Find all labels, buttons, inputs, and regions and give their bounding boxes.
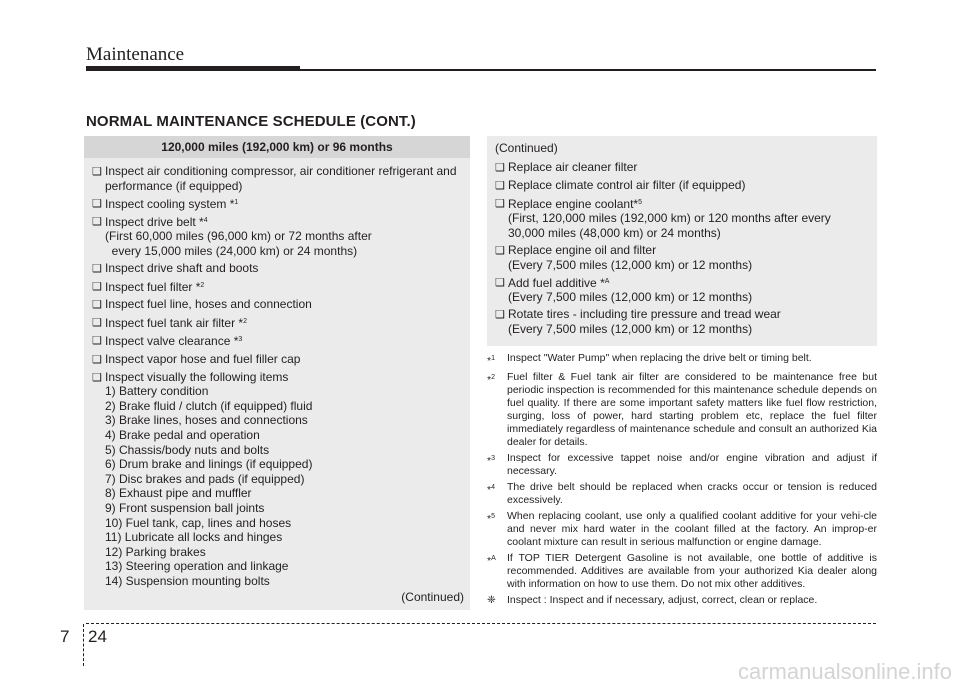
item-text: Inspect drive shaft and boots	[105, 261, 259, 276]
checkbox-icon: ❑	[92, 215, 102, 228]
footer-rule	[86, 623, 876, 624]
footnote-ref: 5	[491, 513, 495, 520]
checkbox-icon: ❑	[495, 161, 505, 174]
item-subtext: performance (if equipped)	[105, 178, 243, 193]
visual-subitem: 6) Drum brake and linings (if equipped)	[105, 457, 313, 472]
footnote-mark: *	[487, 374, 492, 386]
footnote-ref: A	[604, 277, 610, 285]
list-item	[92, 214, 462, 259]
footnote-mark: *	[487, 355, 492, 367]
list-item	[92, 279, 462, 295]
footnote-ref: 2	[243, 318, 247, 326]
list-item	[495, 243, 869, 272]
item-text: Replace engine oil and filter	[508, 243, 657, 258]
list-item	[92, 352, 462, 368]
visual-subitem: 4) Brake pedal and operation	[105, 428, 260, 442]
visual-subitem: 2) Brake fluid / clutch (if equipped) fluid	[105, 398, 313, 413]
chapter-number: 7	[60, 627, 70, 646]
footnote-ref: 1	[234, 198, 239, 206]
footnote-text: If TOP TIER Detergent Gasoline is not available, one bottle of additive is recommended. Additives are available from your authorized Kia dealer along with information on how to use them. Do not mix other additives.	[507, 552, 877, 590]
footnote-text: Inspect "Water Pump" when replacing the drive belt or timing belt.	[507, 352, 812, 364]
footnote-ref: 1	[491, 355, 495, 362]
list-item	[495, 160, 869, 176]
footnote-text: When replacing coolant, use only a qualified coolant additive for your vehi-cle and never mix hard water in the coolant filled at the factory. An improp-er coolant mixture can result in serious malfunction or engine damage.	[507, 510, 877, 548]
footnote	[487, 371, 877, 449]
item-subtext: (Every 7,500 miles (12,000 km) or 12 months)	[508, 257, 753, 272]
header-title: Maintenance	[86, 44, 185, 65]
checkbox-icon: ❑	[92, 353, 102, 366]
footnote	[487, 594, 877, 607]
list-item	[495, 178, 869, 194]
item-text: Inspect air conditioning compressor, air conditioner refrigerant and	[105, 164, 457, 178]
item-subtext: (Every 7,500 miles (12,000 km) or 12 months)	[508, 290, 753, 305]
list-item	[495, 275, 869, 305]
right-schedule-box	[487, 136, 877, 346]
footnote-ref: 2	[491, 374, 495, 381]
list-item	[92, 261, 462, 277]
watermark: carmanualsonline.info	[737, 659, 952, 684]
list-item	[92, 315, 462, 331]
visual-subitem: 1) Battery condition	[105, 384, 209, 399]
item-text: Replace climate control air filter (if equipped)	[508, 177, 746, 192]
item-text: Replace air cleaner filter	[508, 159, 638, 174]
checkbox-icon: ❑	[495, 309, 505, 322]
footnote-text: Inspect : Inspect and if necessary, adjust, correct, clean or replace.	[507, 594, 818, 606]
checkbox-icon: ❑	[92, 166, 102, 178]
item-text: Inspect cooling system *	[105, 196, 235, 211]
footnote-ref: 4	[491, 484, 495, 491]
list-item	[495, 307, 869, 336]
item-text: Inspect valve clearance *	[105, 334, 239, 349]
list-item	[92, 370, 462, 589]
checkbox-icon: ❑	[92, 263, 102, 276]
footnotes	[487, 352, 877, 610]
footnote-text: The drive belt should be replaced when cracks occur or tension is reduced excessively.	[507, 481, 877, 506]
item-text: Replace engine coolant*	[508, 196, 639, 211]
checkbox-icon: ❑	[92, 371, 102, 384]
footnote-ref: 2	[200, 282, 205, 290]
visual-subitem: 9) Front suspension ball joints	[105, 500, 265, 515]
footnote	[487, 352, 877, 368]
item-text: Add fuel additive *	[508, 275, 605, 290]
visual-subitem: 13) Steering operation and linkage	[105, 559, 289, 574]
item-text: Inspect fuel filter *	[105, 280, 201, 295]
visual-subitem: 14) Suspension mounting bolts	[105, 573, 270, 588]
visual-subitem: 7) Disc brakes and pads (if equipped)	[105, 471, 305, 486]
checkbox-icon: ❑	[495, 179, 505, 192]
continued-label: (Continued)	[495, 141, 558, 155]
footnote-mark: ❈	[487, 594, 496, 606]
checkbox-icon: ❑	[92, 335, 102, 348]
visual-subitem: 8) Exhaust pipe and muffler	[105, 486, 252, 501]
footnote-ref: A	[491, 555, 496, 562]
footnote	[487, 552, 877, 591]
item-subtext: (Every 7,500 miles (12,000 km) or 12 months)	[508, 322, 753, 337]
checkbox-icon: ❑	[92, 281, 102, 294]
checkbox-icon: ❑	[92, 317, 102, 330]
page-number-separator	[83, 624, 85, 666]
footnote-ref: 5	[638, 198, 643, 206]
header-rule-thick	[86, 66, 300, 71]
item-text: Inspect fuel tank air filter *	[105, 316, 244, 331]
item-text: Rotate tires - including tire pressure and tread wear	[508, 307, 781, 322]
left-schedule-box	[84, 136, 470, 610]
item-text: Inspect drive belt *	[105, 214, 204, 229]
header-rule-thin	[300, 69, 876, 71]
list-item	[92, 164, 462, 193]
list-item	[92, 297, 462, 313]
item-subtext: 30,000 miles (48,000 km) or 24 months)	[508, 225, 721, 240]
visual-subitem: 5) Chassis/body nuts and bolts	[105, 442, 270, 457]
footnote	[487, 510, 877, 549]
checkbox-icon: ❑	[495, 197, 505, 210]
footnote-ref: 4	[203, 216, 208, 224]
footnote-mark: *	[487, 513, 492, 525]
checkbox-icon: ❑	[92, 299, 102, 312]
page-number: 24	[88, 627, 107, 646]
item-text: Inspect vapor hose and fuel filler cap	[105, 351, 301, 366]
visual-subitem: 3) Brake lines, hoses and connections	[105, 413, 308, 428]
section-title: NORMAL MAINTENANCE SCHEDULE (CONT.)	[86, 113, 416, 130]
footnote-ref: 3	[238, 336, 243, 344]
footnote	[487, 452, 877, 478]
item-subtext: (First, 120,000 miles (192,000 km) or 120 months after every	[508, 211, 831, 226]
item-text: Inspect visually the following items	[105, 369, 289, 384]
footnote-mark: *	[487, 455, 492, 467]
list-item	[92, 196, 462, 212]
continued-label: (Continued)	[401, 590, 464, 604]
list-item	[495, 196, 869, 241]
checkbox-icon: ❑	[92, 197, 102, 210]
checkbox-icon: ❑	[495, 276, 505, 289]
item-subtext: (First 60,000 miles (96,000 km) or 72 months after	[105, 229, 372, 244]
footnote-text: Fuel filter & Fuel tank air filter are considered to be maintenance free but periodic inspection is recommended for this maintenance schedule depends on fuel quality. If there are some important safety matters like fuel flow restriction, surging, loss of power, hard starting problem etc, replace the fuel filter immediately regardless of maintenance schedule and consult an authorized Kia dealer for details.	[507, 371, 877, 448]
list-item	[92, 333, 462, 349]
footnote-ref: 3	[491, 455, 495, 462]
footnote-mark: *	[487, 555, 492, 567]
visual-subitem: 12) Parking brakes	[105, 544, 206, 559]
footnote-text: Inspect for excessive tappet noise and/or engine vibration and adjust if necessary.	[507, 452, 877, 477]
visual-subitem: 11) Lubricate all locks and hinges	[105, 530, 283, 545]
item-text: Inspect fuel line, hoses and connection	[105, 297, 312, 312]
footnote	[487, 481, 877, 507]
visual-subitem: 10) Fuel tank, cap, lines and hoses	[105, 515, 292, 530]
interval-header: 120,000 miles (192,000 km) or 96 months	[84, 136, 470, 158]
checkbox-icon: ❑	[495, 245, 505, 258]
item-subtext: every 15,000 miles (24,000 km) or 24 months)	[105, 243, 358, 258]
footnote-mark: *	[487, 484, 492, 496]
left-item-list	[84, 158, 470, 589]
